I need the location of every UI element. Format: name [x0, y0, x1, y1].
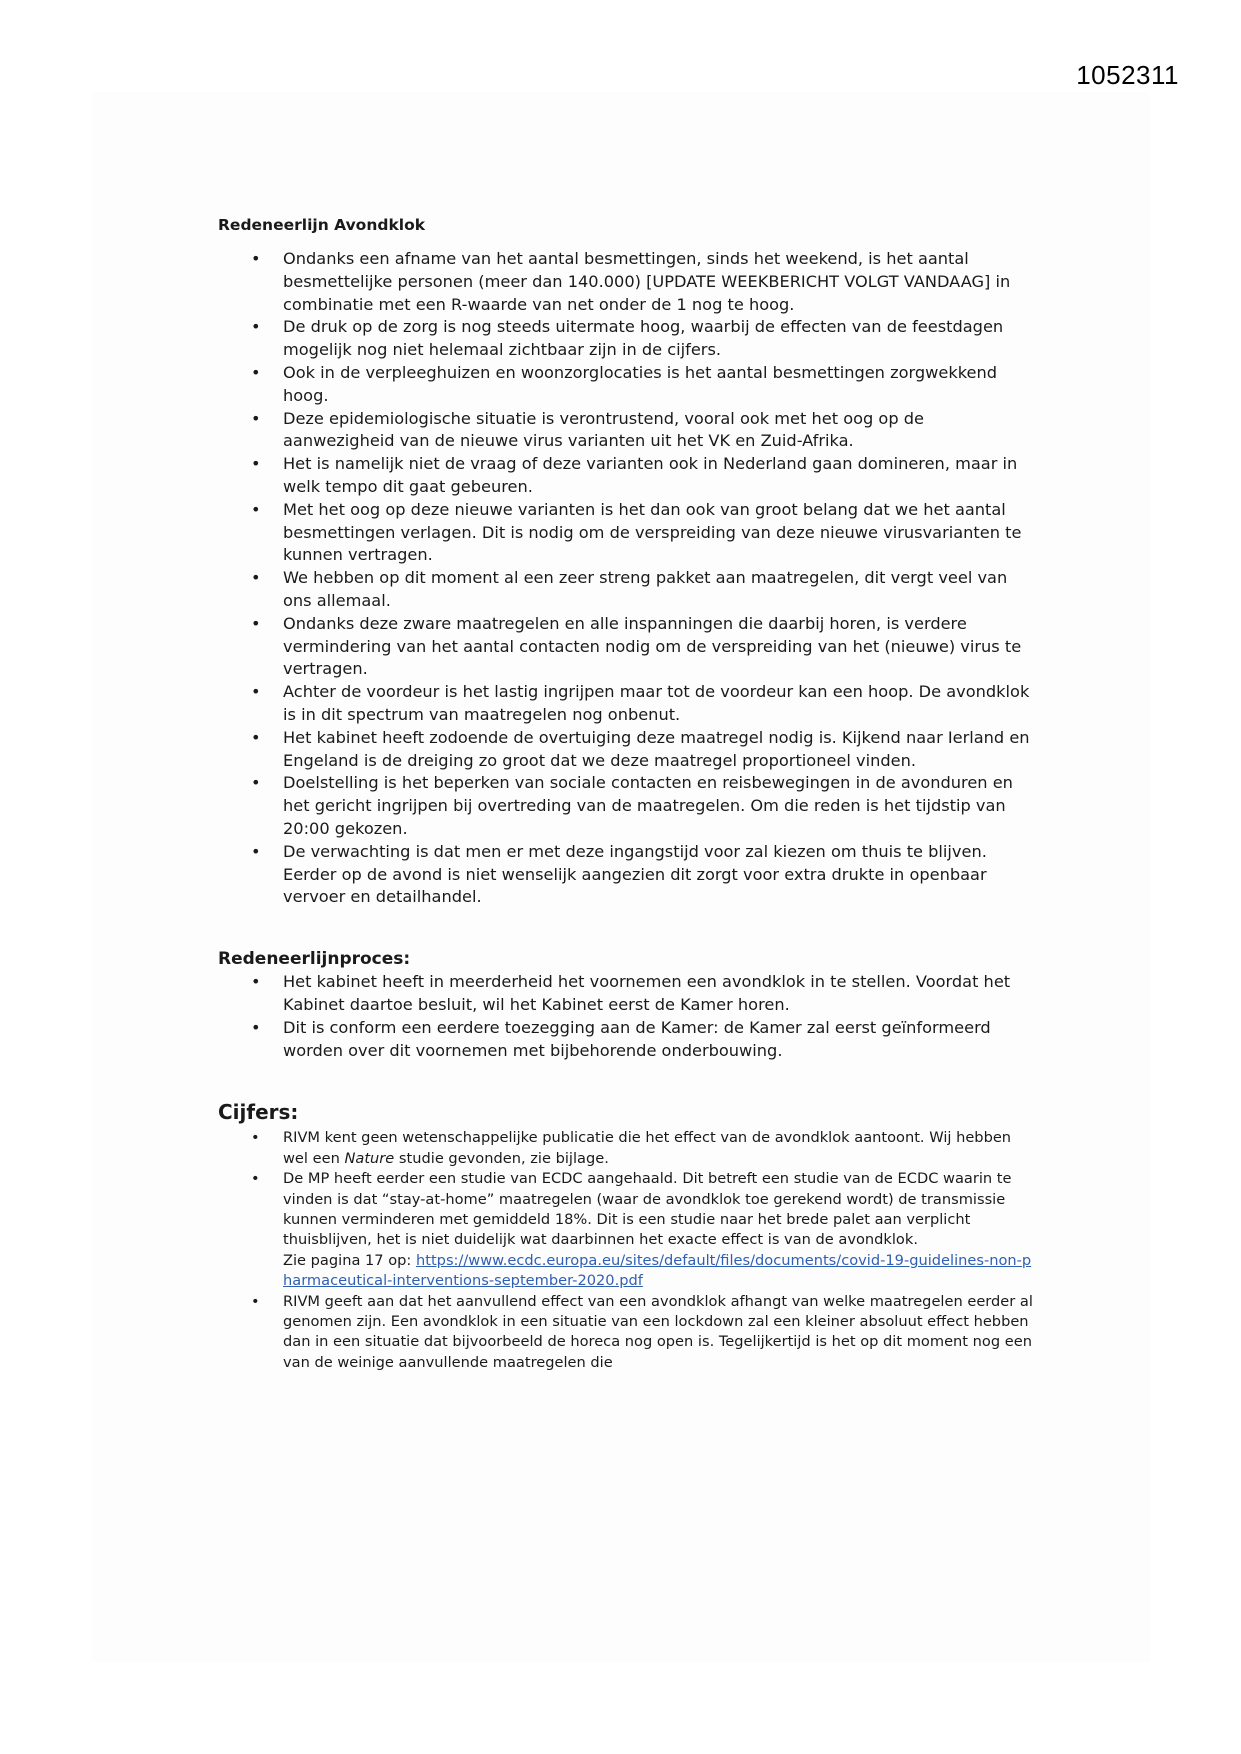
list-item [218, 1128, 1038, 1169]
item-text: studie gevonden, zie bijlage. [394, 1149, 609, 1167]
item-text: De MP heeft eerder een studie van ECDC aangehaald. Dit betreft een studie van de ECDC waarin te vinden is dat “stay-at-home” maatregelen (waar de avondklok toe gerekend wordt) de transmissie kunnen verminderen met gemiddeld 18%. Dit is een studie naar het brede palet aan verplicht thuisblijven, het is niet duidelijk wat daarbinnen het exacte effect is van de avondklok. [283, 1170, 1012, 1249]
cijfers-list [218, 1128, 1038, 1373]
list-item: • Deze epidemiologische situatie is verontrustend, vooral ook met het oog op de aanwezigheid van de nieuwe virus varianten uit het VK en Zuid-Afrika. [218, 408, 1038, 454]
list-item: • Het kabinet heeft in meerderheid het voornemen een avondklok in te stellen. Voordat het Kabinet daartoe besluit, wil het Kabinet eerst de Kamer horen. [218, 971, 1038, 1017]
list-item: • Ook in de verpleeghuizen en woonzorglocaties is het aantal besmettingen zorgwekkend hoog. [218, 362, 1038, 408]
item-text: RIVM kent geen wetenschappelijke publicatie die het effect van de avondklok aantoont. Wij hebben wel een [283, 1129, 1012, 1167]
list-item: • Achter de voordeur is het lastig ingrijpen maar tot de voordeur kan een hoop. De avondklok is in dit spectrum van maatregelen nog onbenut. [218, 681, 1038, 727]
nature-italic-text: Nature [344, 1149, 395, 1167]
list-item: • De verwachting is dat men er met deze ingangstijd voor zal kiezen om thuis te blijven. Eerder op de avond is niet wenselijk aangezien dit zorgt voor extra drukte in openbaar vervoer en detailhandel. [218, 841, 1038, 909]
link-prefix: Zie pagina 17 op: [283, 1251, 416, 1269]
list-item: • Dit is conform een eerdere toezegging aan de Kamer: de Kamer zal eerst geïnformeerd worden over dit voornemen met bijbehorende onderbouwing. [218, 1017, 1038, 1063]
list-item: • Het is namelijk niet de vraag of deze varianten ook in Nederland gaan domineren, maar in welk tempo dit gaat gebeuren. [218, 453, 1038, 499]
section-heading-cijfers: Cijfers: [218, 1100, 299, 1125]
redeneerlijn-list [218, 248, 1038, 909]
document-body [218, 216, 1038, 1373]
list-item: • RIVM geeft aan dat het aanvullend effect van een avondklok afhangt van welke maatregelen eerder al genomen zijn. Een avondklok in een situatie van een lockdown zal een kleiner absoluut effect hebben dan in een situatie dat bijvoorbeeld de horeca nog open is. Tegelijkertijd is het op dit moment nog een van de weinige aanvullende maatregelen die [218, 1292, 1038, 1374]
ecdc-guidelines-link[interactable]: https://www.ecdc.europa.eu/sites/default/files/documents/covid-19-guidelines-non-pharmaceutical-interventions-september-2020.pdf [283, 1251, 1032, 1290]
list-item: • De druk op de zorg is nog steeds uitermate hoog, waarbij de effecten van de feestdagen mogelijk nog niet helemaal zichtbaar zijn in de cijfers. [218, 316, 1038, 362]
redeneerlijnproces-list [218, 971, 1038, 1062]
document-id-number: 1052311 [1076, 60, 1179, 90]
list-item: • Ondanks een afname van het aantal besmettingen, sinds het weekend, is het aantal besmettelijke personen (meer dan 140.000) [UPDATE WEEKBERICHT VOLGT VANDAAG] in combinatie met een R-waarde van net onder de 1 nog te hoog. [218, 248, 1038, 316]
section-heading-redeneerlijnproces: Redeneerlijnproces: [218, 949, 411, 970]
list-item: • Met het oog op deze nieuwe varianten is het dan ook van groot belang dat we het aantal besmettingen verlagen. Dit is nodig om de verspreiding van deze nieuwe virusvarianten te kunnen vertragen. [218, 499, 1038, 567]
list-item: • Het kabinet heeft zodoende de overtuiging deze maatregel nodig is. Kijkend naar Ierland en Engeland is de dreiging zo groot dat we deze maatregel proportioneel vinden. [218, 727, 1038, 773]
list-item: • Doelstelling is het beperken van sociale contacten en reisbewegingen in de avonduren en het gericht ingrijpen bij overtreding van de maatregelen. Om die reden is het tijdstip van 20:00 gekozen. [218, 772, 1038, 840]
list-item [218, 1169, 1038, 1291]
section-heading-redeneerlijn-avondklok: Redeneerlijn Avondklok [218, 216, 426, 234]
list-item: • We hebben op dit moment al een zeer streng pakket aan maatregelen, dit vergt veel van ons allemaal. [218, 567, 1038, 613]
list-item: • Ondanks deze zware maatregelen en alle inspanningen die daarbij horen, is verdere vermindering van het aantal contacten nodig om de verspreiding van het (nieuwe) virus te vertragen. [218, 613, 1038, 681]
